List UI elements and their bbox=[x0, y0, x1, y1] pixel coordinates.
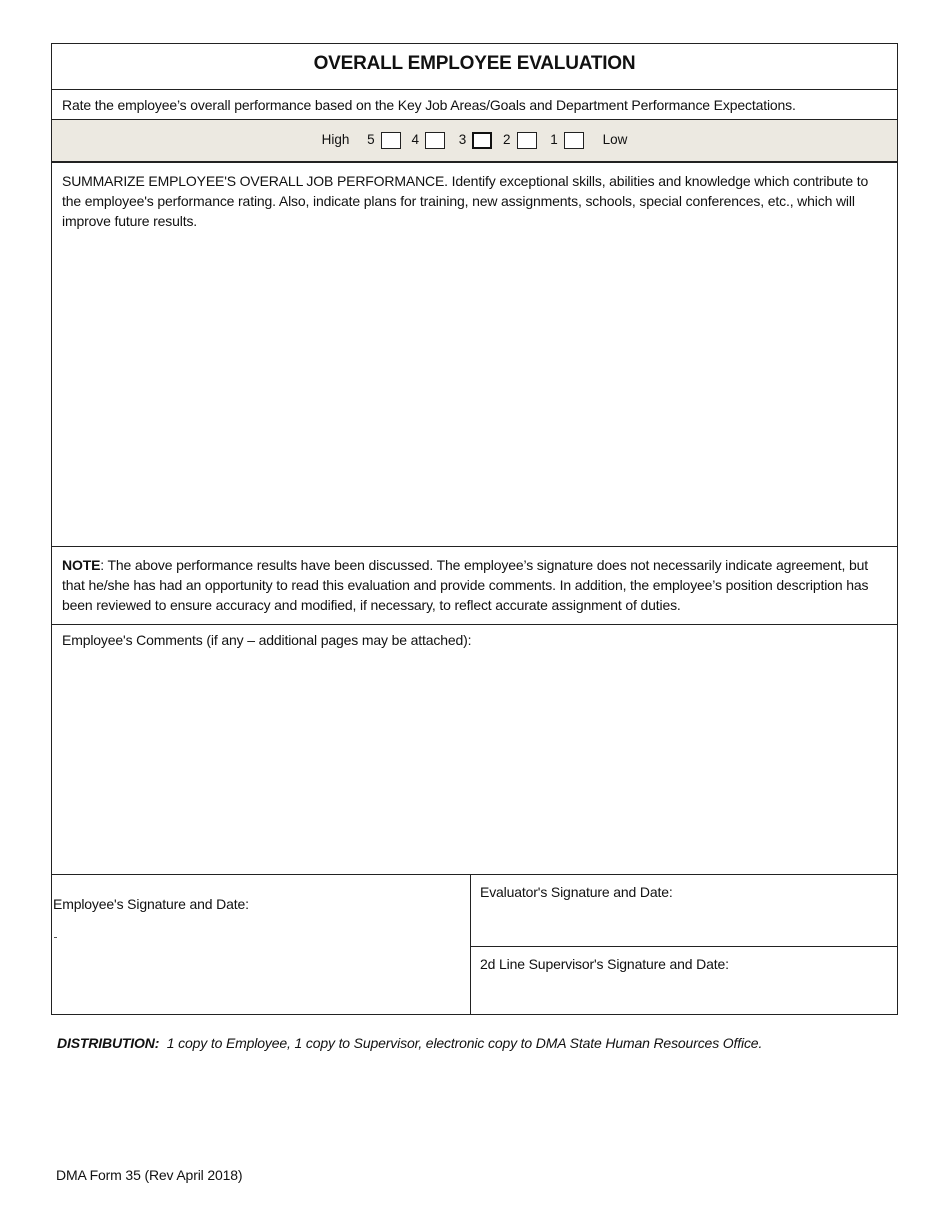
note-label: NOTE bbox=[62, 557, 101, 573]
rating-low-label: Low bbox=[602, 132, 628, 147]
evaluator-signature-field[interactable] bbox=[471, 875, 897, 947]
note-text: : The above performance results have been discussed. The employee’s signature does not necessarily indicate agreement, but that he/she has had an opportunity to read this evaluation and provide comments. In addition, the employee’s position description has been reviewed to ensure accuracy and modified, if necessary, to reflect accurate assignment of duties. bbox=[62, 557, 869, 613]
rating-checkbox-1[interactable] bbox=[564, 132, 584, 149]
employee-comments-field[interactable] bbox=[51, 624, 898, 874]
rating-label-5: 5 bbox=[367, 132, 375, 147]
rating-checkbox-5[interactable] bbox=[381, 132, 401, 149]
rating-high-label: High bbox=[321, 132, 350, 147]
supervisor-signature-field[interactable] bbox=[471, 947, 897, 1015]
rating-label-4: 4 bbox=[411, 132, 419, 147]
distribution-note bbox=[57, 1035, 762, 1051]
rating-checkbox-2[interactable] bbox=[517, 132, 537, 149]
distribution-label: DISTRIBUTION: bbox=[57, 1035, 160, 1051]
signature-tick-mark bbox=[54, 937, 57, 938]
note-section bbox=[51, 546, 898, 624]
form-title: OVERALL EMPLOYEE EVALUATION bbox=[51, 43, 898, 89]
evaluation-form bbox=[51, 43, 898, 1015]
supervisor-signature-label: 2d Line Supervisor's Signature and Date: bbox=[480, 956, 729, 972]
form-identifier: DMA Form 35 (Rev April 2018) bbox=[56, 1167, 243, 1183]
rating-checkbox-3[interactable] bbox=[472, 132, 492, 149]
distribution-text: 1 copy to Employee, 1 copy to Supervisor, electronic copy to DMA State Human Resources Office. bbox=[159, 1035, 763, 1051]
rate-instruction: Rate the employee’s overall performance based on the Key Job Areas/Goals and Department Performance Expectations. bbox=[51, 89, 898, 119]
rating-label-2: 2 bbox=[503, 132, 511, 147]
employee-signature-label: Employee's Signature and Date: bbox=[53, 896, 249, 912]
rating-scale bbox=[52, 131, 897, 151]
evaluator-signature-label: Evaluator's Signature and Date: bbox=[480, 884, 673, 900]
rating-label-1: 1 bbox=[550, 132, 558, 147]
employee-signature-field[interactable] bbox=[52, 875, 471, 1015]
signature-area bbox=[51, 874, 898, 1015]
rating-row bbox=[51, 119, 898, 163]
employee-comments-label: Employee's Comments (if any – additional pages may be attached): bbox=[62, 632, 472, 648]
rating-checkbox-4[interactable] bbox=[425, 132, 445, 149]
rating-label-3: 3 bbox=[458, 132, 467, 147]
summary-instruction: SUMMARIZE EMPLOYEE'S OVERALL JOB PERFORMANCE. Identify exceptional skills, abilities and knowledge which contribute to the employee's performance rating. Also, indicate plans for training, new assignments, schools, special conferences, etc., which will improve future results. bbox=[62, 173, 869, 229]
summary-field[interactable] bbox=[51, 163, 898, 546]
